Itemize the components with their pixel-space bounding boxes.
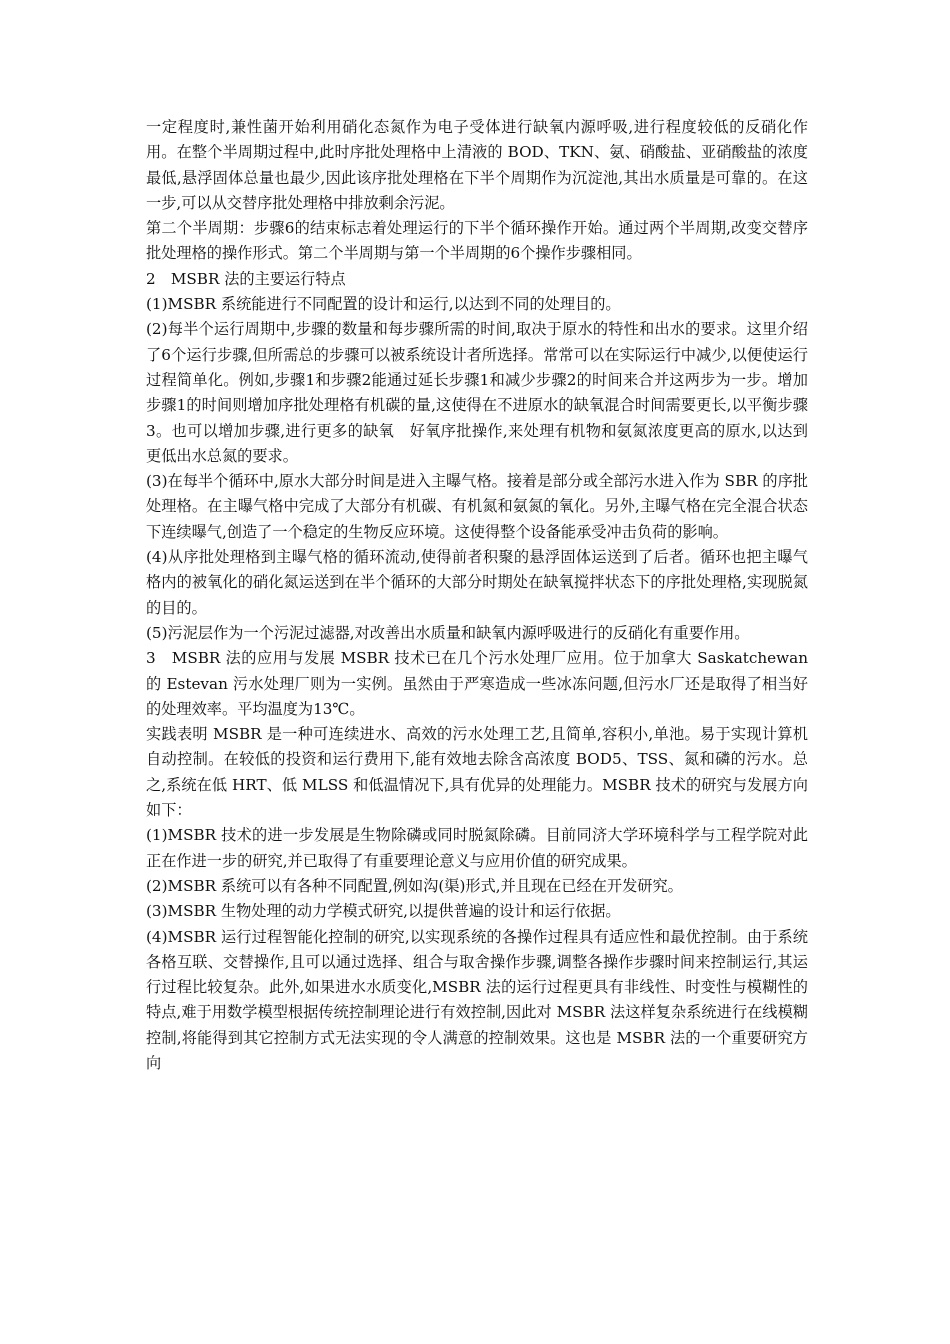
list-item-1: (1)MSBR 系统能进行不同配置的设计和运行,以达到不同的处理目的。 xyxy=(146,295,621,314)
section-heading-3-paragraph: 3 MSBR 法的应用与发展 MSBR 技术已在几个污水处理厂应用。位于加拿大 Saskatchewan 的 Estevan 污水处理厂则为一实例。虽然由于严寒造成一些冰冻问题,但污水厂还是取得了相当好的处理效率。平均温度为13℃。 xyxy=(146,649,808,718)
list-item-3: (3)在每半个循环中,原水大部分时间是进入主曝气格。接着是部分或全部污水进入作为 SBR 的序批处理格。在主曝气格中完成了大部分有机碳、有机氮和氨氮的氧化。另外,主曝气格在完全混合状态下连续曝气,创造了一个稳定的生物反应环境。这使得整个设备能承受冲击负荷的影响。 xyxy=(146,472,808,541)
paragraph-continuation: 一定程度时,兼性菌开始利用硝化态氮作为电子受体进行缺氧内源呼吸,进行程度较低的反硝化作用。在整个半周期过程中,此时序批处理格中上清液的 BOD、TKN、氨、硝酸盐、亚硝酸盐的浓度最低,悬浮固体总量也最少,因此该序批处理格在下半个周期作为沉淀池,其出水质量是可靠的。在这一步,可以从交替序批处理格中排放剩余污泥。 xyxy=(146,118,808,212)
direction-item-1: (1)MSBR 技术的进一步发展是生物除磷或同时脱氮除磷。目前同济大学环境科学与工程学院对此正在作进一步的研究,并已取得了有重要理论意义与应用价值的研究成果。 xyxy=(146,826,808,870)
paragraph-second-half-cycle: 第二个半周期：步骤6的结束标志着处理运行的下半个循环操作开始。通过两个半周期,改变交替序批处理格的操作形式。第二个半周期与第一个半周期的6个操作步骤相同。 xyxy=(146,219,808,263)
paragraph-practice: 实践表明 MSBR 是一种可连续进水、高效的污水处理工艺,且简单,容积小,单池。易于实现计算机自动控制。在较低的投资和运行费用下,能有效地去除含高浓度 BOD5、TSS、氮和磷的污水。总之,系统在低 HRT、低 MLSS 和低温情况下,具有优异的处理能力。MSBR 技术的研究与发展方向如下： xyxy=(146,725,808,820)
document-body xyxy=(146,115,808,1076)
direction-item-2: (2)MSBR 系统可以有各种不同配置,例如沟(渠)形式,并且现在已经在开发研究。 xyxy=(146,876,683,895)
list-item-4: (4)从序批处理格到主曝气格的循环流动,使得前者积聚的悬浮固体运送到了后者。循环也把主曝气格内的被氧化的硝化氮运送到在半个循环的大部分时期处在缺氧搅拌状态下的序批处理格,实现脱氮的目的。 xyxy=(146,548,808,617)
direction-item-3: (3)MSBR 生物处理的动力学模式研究,以提供普遍的设计和运行依据。 xyxy=(146,902,621,921)
list-item-2: (2)每半个运行周期中,步骤的数量和每步骤所需的时间,取决于原水的特性和出水的要求。这里介绍了6个运行步骤,但所需总的步骤可以被系统设计者所选择。常常可以在实际运行中减少,以便使运行过程简单化。例如,步骤1和步骤2能通过延长步骤1和减少步骤2的时间来合并这两步为一步。增加步骤1的时间则增加序批处理格有机碳的量,这使得在不进原水的缺氧混合时间需要更长,以平衡步骤3。也可以增加步骤,进行更多的缺氧 好氧序批操作,来处理有机物和氨氮浓度更高的原水,以达到更低出水总氮的要求。 xyxy=(146,320,808,465)
section-heading-2: 2 MSBR 法的主要运行特点 xyxy=(146,269,346,288)
list-item-5: (5)污泥层作为一个污泥过滤器,对改善出水质量和缺氧内源呼吸进行的反硝化有重要作用。 xyxy=(146,623,750,642)
direction-item-4: (4)MSBR 运行过程智能化控制的研究,以实现系统的各操作过程具有适应性和最优控制。由于系统各格互联、交替操作,且可以通过选择、组合与取舍操作步骤,调整各操作步骤时间来控制运行,其运行过程比较复杂。此外,如果进水水质变化,MSBR 法的运行过程更具有非线性、时变性与模糊性的特点,难于用数学模型根据传统控制理论进行有效控制,因此对 MSBR 法这样复杂系统进行在线模糊控制,将能得到其它控制方式无法实现的令人满意的控制效果。这也是 MSBR 法的一个重要研究方向 xyxy=(146,927,808,1072)
